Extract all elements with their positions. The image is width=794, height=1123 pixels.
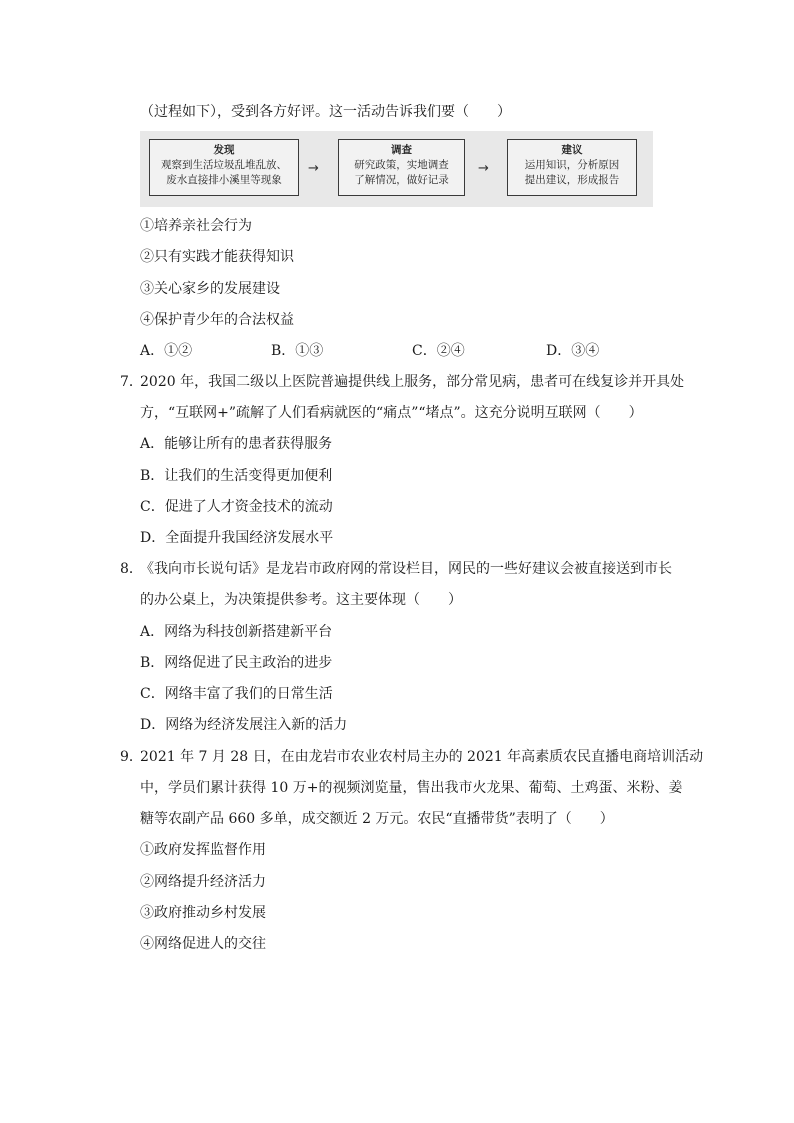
flow-box-suggest	[507, 139, 637, 196]
q8-option-c: C．网络丰富了我们的日常生活	[140, 686, 333, 702]
q6-option-c: C．②④	[412, 343, 465, 359]
q6-option-a: A．①②	[140, 343, 193, 359]
q8-option-a: A．网络为科技创新搭建新平台	[140, 624, 333, 640]
q8-stem: 的办公桌上，为决策提供参考。这主要体现（ ）	[140, 592, 462, 608]
flow-box-text: 研究政策，实地调查	[354, 159, 449, 171]
flow-box-title: 建议	[561, 144, 583, 156]
q6-option-d: D．③④	[546, 343, 600, 359]
flow-box-title: 调查	[391, 144, 412, 156]
q9-item: ②网络提升经济活力	[140, 874, 266, 890]
q6-stem-tail: （过程如下），受到各方好评。这一活动告诉我们要（ ）	[140, 104, 511, 120]
q9-item: ④网络促进人的交往	[140, 936, 266, 952]
q7-option-c: C．促进了人才资金技术的流动	[140, 499, 333, 515]
flow-box-title: 发现	[213, 144, 235, 156]
flow-box-text: 废水直接排小溪里等现象	[166, 174, 282, 186]
q9-stem: 中，学员们累计获得 10 万+的视频浏览量，售出我市火龙果、葡萄、土鸡蛋、米粉、姜	[140, 780, 683, 796]
q8-option-d: D．网络为经济发展注入新的活力	[140, 717, 348, 733]
q9-stem: 糖等农副产品 660 多单，成交额近 2 万元。农民“直播带货”表明了（ ）	[140, 811, 614, 827]
q9-item: ③政府推动乡村发展	[140, 905, 266, 921]
flow-box-discover	[149, 139, 299, 196]
arrow-right-icon: →	[308, 161, 319, 176]
q6-item: ③关心家乡的发展建设	[140, 281, 280, 297]
process-flow-diagram	[140, 131, 653, 207]
q6-option-b: B．①③	[271, 343, 324, 359]
flow-box-investigate	[338, 139, 465, 196]
q8-stem: 《我向市长说句话》是龙岩市政府网的常设栏目，网民的一些好建议会被直接送到市长	[140, 561, 672, 577]
q9-number: 9．	[120, 749, 143, 765]
q7-number: 7．	[120, 374, 143, 390]
flow-box-text: 观察到生活垃圾乱堆乱放、	[161, 159, 287, 171]
flow-box-text: 运用知识，分析原因	[524, 159, 620, 171]
q8-number: 8．	[120, 561, 143, 577]
q9-item: ①政府发挥监督作用	[140, 842, 266, 858]
q9-stem: 2021 年 7 月 28 日，在由龙岩市农业农村局主办的 2021 年高素质农民直播电商培训活动	[140, 749, 704, 765]
q7-option-a: A．能够让所有的患者获得服务	[140, 436, 333, 452]
q8-option-b: B．网络促进了民主政治的进步	[140, 655, 333, 671]
arrow-right-icon: →	[478, 161, 489, 176]
q6-item: ①培养亲社会行为	[140, 218, 252, 234]
flow-box-text: 提出建议，形成报告	[524, 174, 620, 186]
q7-option-d: D．全面提升我国经济发展水平	[140, 530, 334, 546]
q7-option-b: B．让我们的生活变得更加便利	[140, 468, 333, 484]
q7-stem: 2020 年，我国二级以上医院普遍提供线上服务，部分常见病，患者可在线复诊并开具处	[140, 374, 685, 390]
q7-stem: 方，“互联网+”疏解了人们看病就医的“痛点”“堵点”。这充分说明互联网（ ）	[140, 405, 643, 421]
q6-item: ②只有实践才能获得知识	[140, 249, 294, 265]
flow-box-text: 了解情况，做好记录	[354, 174, 449, 186]
q6-item: ④保护青少年的合法权益	[140, 312, 294, 328]
